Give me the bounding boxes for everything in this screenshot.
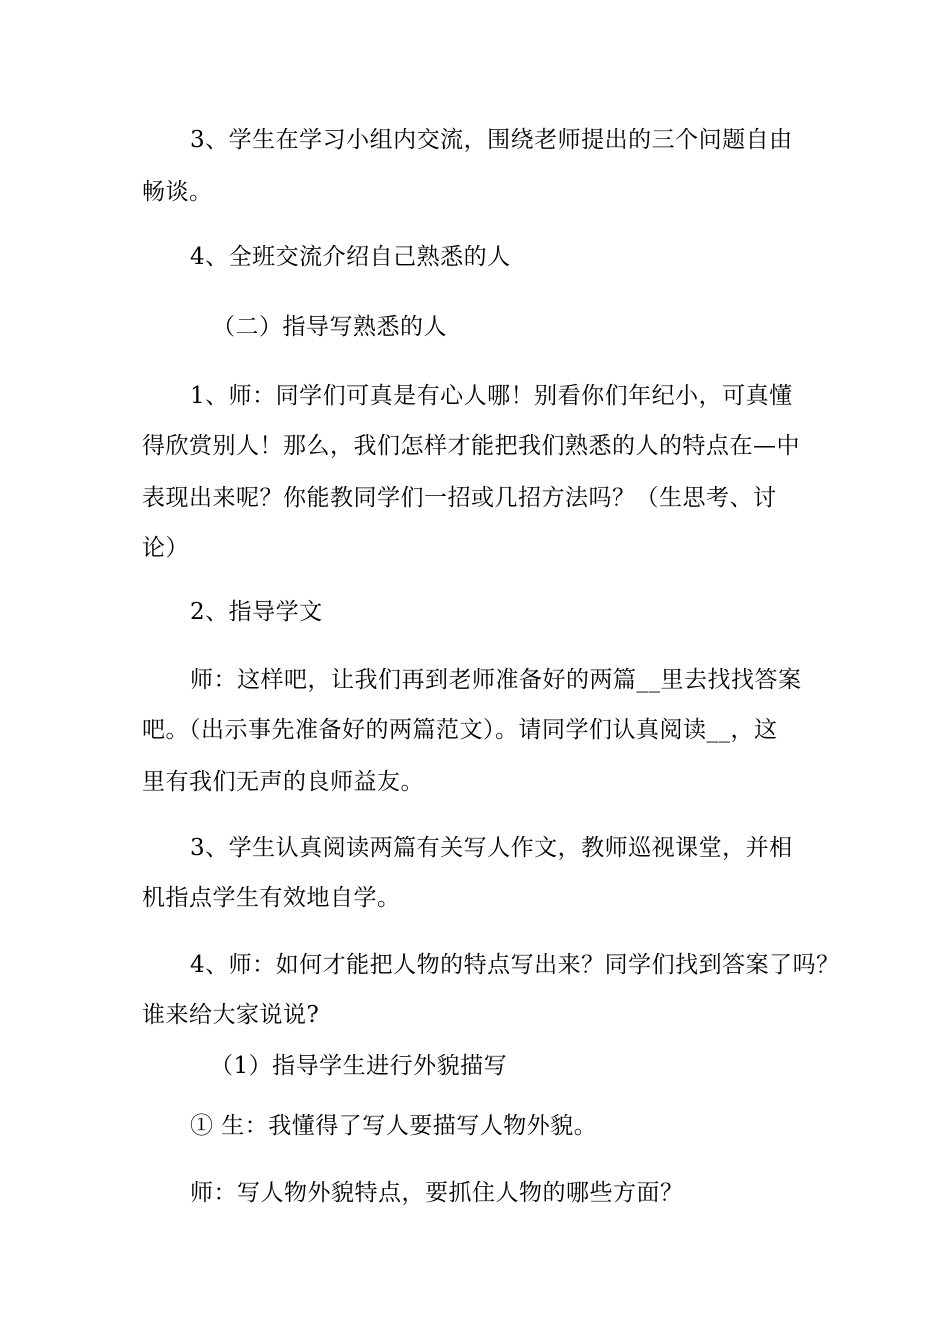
teacher-1-line-4: 论）: [142, 535, 189, 561]
step-4-line-2: 谁来给大家说说?: [142, 1002, 320, 1028]
step-3-line-1: 3、学生认真阅读两篇有关写人作文，教师巡视课堂，并相: [190, 835, 793, 861]
paragraph-3-line-1: 3、学生在学习小组内交流，围绕老师提出的三个问题自由: [190, 127, 793, 153]
section-heading-2: （二）指导写熟悉的人: [212, 314, 447, 340]
step-3-line-2: 机指点学生有效地自学。: [142, 885, 401, 911]
paragraph-3-line-2: 畅谈。: [142, 179, 213, 205]
sub-heading-appearance: （1）指导学生进行外貌描写: [210, 1053, 508, 1079]
step-2-heading: 2、指导学文: [190, 599, 323, 625]
teacher-1-line-3: 表现出来呢？你能教同学们一招或几招方法吗？（生思考、讨: [142, 485, 777, 511]
teacher-question: 师：写人物外貌特点，要抓住人物的哪些方面？: [190, 1180, 684, 1206]
paragraph-4: 4、全班交流介绍自己熟悉的人: [190, 244, 511, 270]
step-4-line-1: 4、师：如何才能把人物的特点写出来？同学们找到答案了吗？: [190, 952, 840, 978]
teacher-1-line-2: 得欣赏别人！那么，我们怎样才能把我们熟悉的人的特点在—中: [142, 433, 800, 459]
student-answer: ① 生：我懂得了写人要描写人物外貌。: [190, 1113, 598, 1139]
teacher-1-line-1: 1、师：同学们可真是有心人哪！别看你们年纪小，可真懂: [190, 383, 793, 409]
teacher-2-line-1: 师：这样吧，让我们再到老师准备好的两篇__里去找找答案: [190, 667, 802, 693]
teacher-2-line-3: 里有我们无声的良师益友。: [142, 769, 424, 795]
teacher-2-line-2: 吧。（出示事先准备好的两篇范文）。请同学们认真阅读__，这: [142, 717, 778, 743]
